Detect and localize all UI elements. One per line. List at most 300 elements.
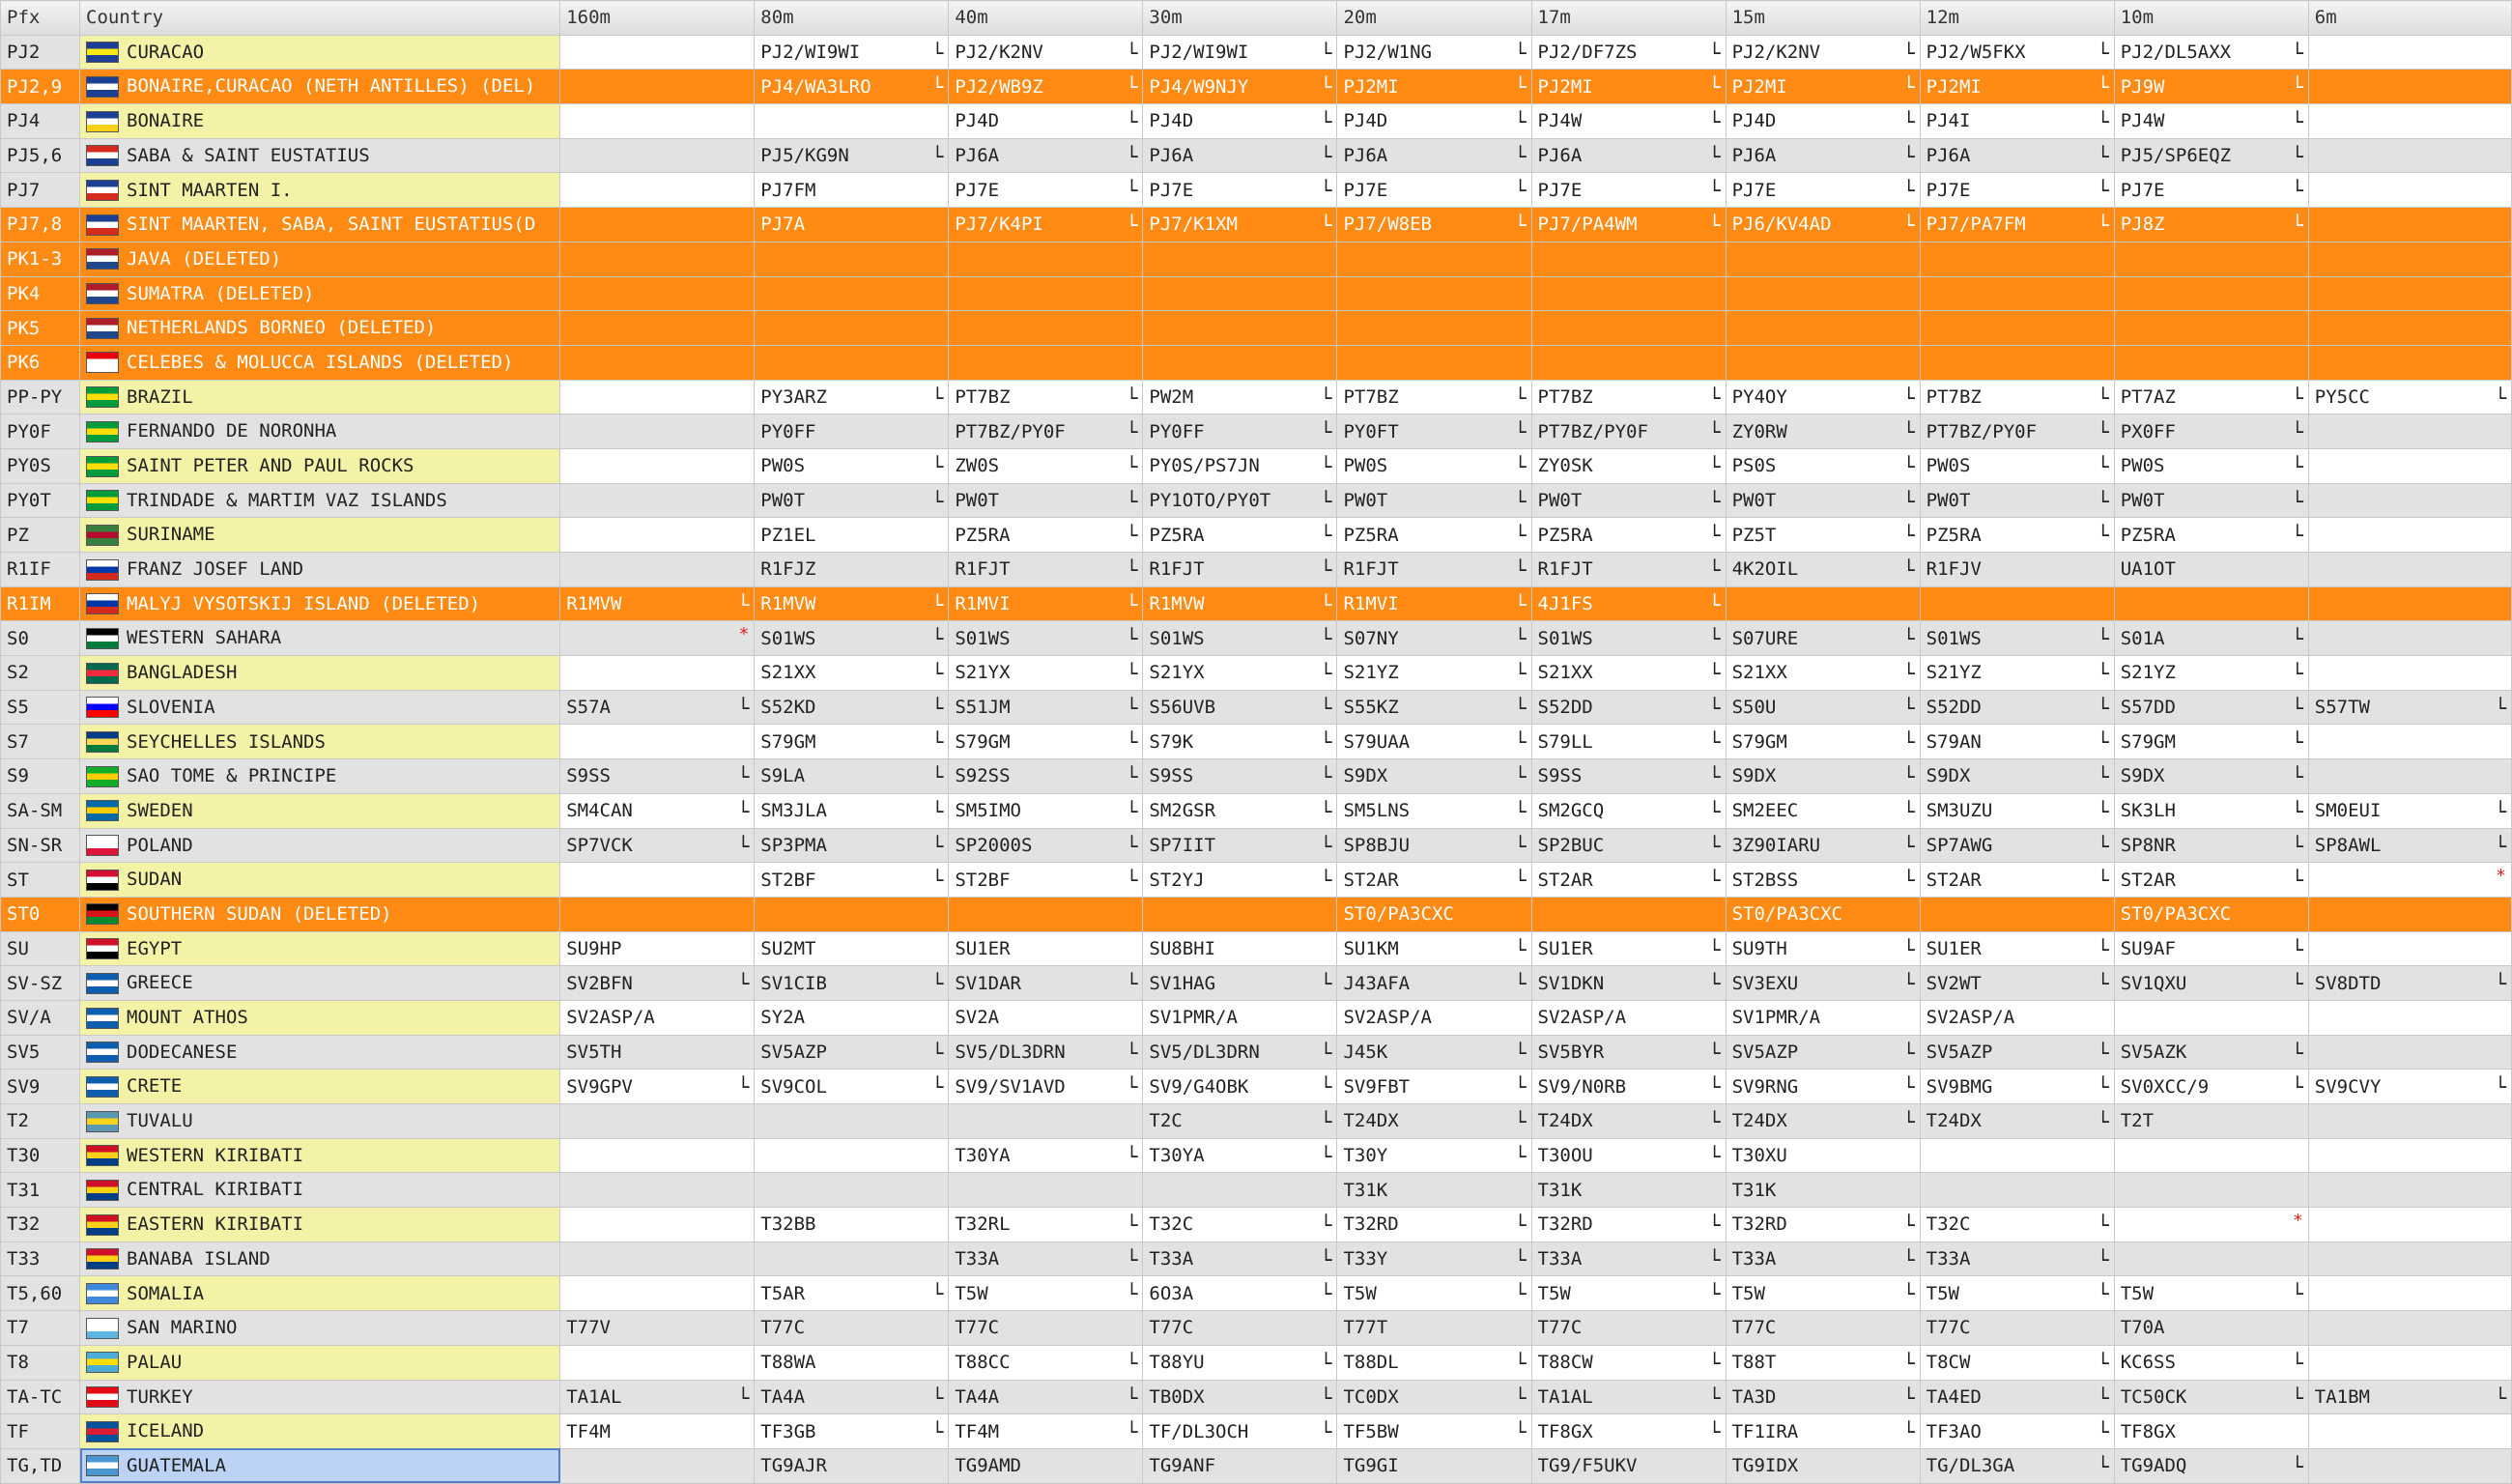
- country-cell[interactable]: [80, 1173, 560, 1208]
- band-cell-30m[interactable]: [1143, 586, 1337, 621]
- band-cell-160m[interactable]: [560, 690, 755, 725]
- band-cell-15m[interactable]: [1726, 518, 1920, 553]
- band-cell-160m[interactable]: [560, 966, 755, 1001]
- table-row[interactable]: [1, 1104, 2512, 1139]
- band-cell-12m[interactable]: [1920, 1208, 2114, 1242]
- band-cell-10m[interactable]: [2114, 448, 2308, 483]
- band-cell-17m[interactable]: [1531, 1276, 1726, 1311]
- table-row[interactable]: [1, 1000, 2512, 1035]
- band-cell-20m[interactable]: [1337, 586, 1531, 621]
- band-cell-15m[interactable]: [1726, 345, 1920, 380]
- band-cell-12m[interactable]: [1920, 1173, 2114, 1208]
- table-row[interactable]: [1, 586, 2512, 621]
- band-cell-160m[interactable]: [560, 931, 755, 966]
- prefix-cell[interactable]: T7: [1, 1311, 80, 1346]
- band-cell-6m[interactable]: [2308, 690, 2511, 725]
- prefix-cell[interactable]: PK1-3: [1, 242, 80, 276]
- prefix-cell[interactable]: TG,TD: [1, 1448, 80, 1483]
- band-cell-6m[interactable]: [2308, 793, 2511, 828]
- band-cell-80m[interactable]: [755, 104, 949, 139]
- band-cell-17m[interactable]: [1531, 1414, 1726, 1449]
- prefix-cell[interactable]: SN-SR: [1, 828, 80, 863]
- country-cell[interactable]: [80, 553, 560, 587]
- band-cell-30m[interactable]: [1143, 1035, 1337, 1070]
- band-cell-15m[interactable]: [1726, 1448, 1920, 1483]
- prefix-cell[interactable]: S5: [1, 690, 80, 725]
- country-cell[interactable]: [80, 1000, 560, 1035]
- prefix-cell[interactable]: PK5: [1, 311, 80, 346]
- column-header-pfx[interactable]: Pfx: [1, 1, 80, 36]
- band-cell-6m[interactable]: [2308, 70, 2511, 104]
- band-cell-30m[interactable]: [1143, 931, 1337, 966]
- band-cell-80m[interactable]: [755, 1035, 949, 1070]
- band-cell-12m[interactable]: [1920, 1138, 2114, 1173]
- table-row[interactable]: [1, 483, 2512, 518]
- table-row[interactable]: [1, 1138, 2512, 1173]
- country-cell[interactable]: [80, 966, 560, 1001]
- band-cell-20m[interactable]: [1337, 1035, 1531, 1070]
- table-row[interactable]: [1, 242, 2512, 276]
- prefix-cell[interactable]: PJ5,6: [1, 138, 80, 173]
- band-cell-15m[interactable]: [1726, 1035, 1920, 1070]
- band-cell-6m[interactable]: [2308, 242, 2511, 276]
- band-cell-30m[interactable]: [1143, 138, 1337, 173]
- band-cell-15m[interactable]: [1726, 1070, 1920, 1104]
- band-cell-160m[interactable]: [560, 311, 755, 346]
- table-row[interactable]: [1, 793, 2512, 828]
- table-row[interactable]: [1, 70, 2512, 104]
- band-cell-6m[interactable]: [2308, 621, 2511, 656]
- band-cell-6m[interactable]: [2308, 448, 2511, 483]
- band-cell-10m[interactable]: [2114, 1070, 2308, 1104]
- band-cell-30m[interactable]: [1143, 1380, 1337, 1414]
- band-cell-17m[interactable]: [1531, 70, 1726, 104]
- band-cell-80m[interactable]: [755, 656, 949, 691]
- band-cell-6m[interactable]: [2308, 345, 2511, 380]
- country-cell[interactable]: [80, 931, 560, 966]
- band-cell-6m[interactable]: [2308, 276, 2511, 311]
- band-cell-30m[interactable]: [1143, 276, 1337, 311]
- table-row[interactable]: [1, 276, 2512, 311]
- band-cell-12m[interactable]: [1920, 725, 2114, 759]
- column-header-10m[interactable]: 10m: [2114, 1, 2308, 36]
- band-cell-20m[interactable]: [1337, 793, 1531, 828]
- band-cell-15m[interactable]: [1726, 1104, 1920, 1139]
- band-cell-30m[interactable]: [1143, 1070, 1337, 1104]
- band-cell-160m[interactable]: [560, 621, 755, 656]
- band-cell-160m[interactable]: [560, 448, 755, 483]
- band-cell-40m[interactable]: [949, 173, 1143, 208]
- band-cell-80m[interactable]: [755, 966, 949, 1001]
- band-cell-40m[interactable]: [949, 1414, 1143, 1449]
- band-cell-17m[interactable]: [1531, 725, 1726, 759]
- band-cell-17m[interactable]: [1531, 553, 1726, 587]
- band-cell-6m[interactable]: [2308, 1380, 2511, 1414]
- band-cell-12m[interactable]: [1920, 1000, 2114, 1035]
- band-cell-30m[interactable]: [1143, 242, 1337, 276]
- band-cell-160m[interactable]: [560, 173, 755, 208]
- band-cell-30m[interactable]: [1143, 1414, 1337, 1449]
- band-cell-20m[interactable]: [1337, 1380, 1531, 1414]
- band-cell-30m[interactable]: [1143, 1448, 1337, 1483]
- prefix-cell[interactable]: S2: [1, 656, 80, 691]
- band-cell-40m[interactable]: [949, 1380, 1143, 1414]
- band-cell-160m[interactable]: [560, 483, 755, 518]
- band-cell-80m[interactable]: [755, 897, 949, 931]
- column-header-12m[interactable]: 12m: [1920, 1, 2114, 36]
- prefix-cell[interactable]: S0: [1, 621, 80, 656]
- band-cell-10m[interactable]: [2114, 104, 2308, 139]
- country-cell[interactable]: [80, 690, 560, 725]
- band-cell-10m[interactable]: [2114, 863, 2308, 898]
- band-cell-6m[interactable]: [2308, 931, 2511, 966]
- band-cell-40m[interactable]: [949, 414, 1143, 449]
- band-cell-6m[interactable]: [2308, 1241, 2511, 1276]
- band-cell-160m[interactable]: [560, 1414, 755, 1449]
- band-cell-10m[interactable]: [2114, 828, 2308, 863]
- table-row[interactable]: [1, 553, 2512, 587]
- band-cell-17m[interactable]: [1531, 690, 1726, 725]
- band-cell-15m[interactable]: [1726, 553, 1920, 587]
- band-cell-80m[interactable]: [755, 931, 949, 966]
- band-cell-80m[interactable]: [755, 483, 949, 518]
- band-cell-12m[interactable]: [1920, 586, 2114, 621]
- table-row[interactable]: [1, 1380, 2512, 1414]
- band-cell-80m[interactable]: [755, 380, 949, 414]
- band-cell-12m[interactable]: [1920, 483, 2114, 518]
- prefix-cell[interactable]: TF: [1, 1414, 80, 1449]
- country-cell[interactable]: [80, 414, 560, 449]
- country-cell[interactable]: [80, 70, 560, 104]
- table-row[interactable]: [1, 931, 2512, 966]
- band-cell-15m[interactable]: [1726, 966, 1920, 1001]
- band-cell-160m[interactable]: [560, 345, 755, 380]
- band-cell-80m[interactable]: [755, 725, 949, 759]
- country-cell[interactable]: [80, 759, 560, 794]
- band-cell-30m[interactable]: [1143, 1241, 1337, 1276]
- band-cell-20m[interactable]: [1337, 1173, 1531, 1208]
- table-row[interactable]: [1, 690, 2512, 725]
- band-cell-10m[interactable]: [2114, 725, 2308, 759]
- band-cell-15m[interactable]: [1726, 863, 1920, 898]
- band-cell-160m[interactable]: [560, 1345, 755, 1380]
- prefix-cell[interactable]: PJ7: [1, 173, 80, 208]
- country-cell[interactable]: [80, 242, 560, 276]
- band-cell-40m[interactable]: [949, 345, 1143, 380]
- band-cell-17m[interactable]: [1531, 414, 1726, 449]
- band-cell-80m[interactable]: [755, 1208, 949, 1242]
- country-cell[interactable]: [80, 1380, 560, 1414]
- band-cell-20m[interactable]: [1337, 1448, 1531, 1483]
- band-cell-40m[interactable]: [949, 793, 1143, 828]
- band-cell-12m[interactable]: [1920, 242, 2114, 276]
- band-cell-160m[interactable]: [560, 897, 755, 931]
- band-cell-40m[interactable]: [949, 70, 1143, 104]
- band-cell-15m[interactable]: [1726, 759, 1920, 794]
- country-cell[interactable]: [80, 35, 560, 70]
- table-row[interactable]: [1, 1414, 2512, 1449]
- band-cell-160m[interactable]: [560, 793, 755, 828]
- band-cell-12m[interactable]: [1920, 104, 2114, 139]
- country-cell[interactable]: [80, 1070, 560, 1104]
- band-cell-20m[interactable]: [1337, 242, 1531, 276]
- column-header-40m[interactable]: 40m: [949, 1, 1143, 36]
- band-cell-20m[interactable]: [1337, 553, 1531, 587]
- band-cell-40m[interactable]: [949, 759, 1143, 794]
- band-cell-10m[interactable]: [2114, 380, 2308, 414]
- band-cell-30m[interactable]: [1143, 725, 1337, 759]
- band-cell-40m[interactable]: [949, 1104, 1143, 1139]
- band-cell-80m[interactable]: [755, 138, 949, 173]
- band-cell-15m[interactable]: [1726, 621, 1920, 656]
- band-cell-6m[interactable]: [2308, 1035, 2511, 1070]
- prefix-cell[interactable]: SV/A: [1, 1000, 80, 1035]
- prefix-cell[interactable]: PK6: [1, 345, 80, 380]
- band-cell-10m[interactable]: [2114, 138, 2308, 173]
- band-cell-40m[interactable]: [949, 208, 1143, 243]
- country-cell[interactable]: [80, 828, 560, 863]
- band-cell-80m[interactable]: [755, 1000, 949, 1035]
- band-cell-6m[interactable]: [2308, 759, 2511, 794]
- band-cell-20m[interactable]: [1337, 208, 1531, 243]
- band-cell-6m[interactable]: [2308, 828, 2511, 863]
- band-cell-6m[interactable]: [2308, 1000, 2511, 1035]
- band-cell-40m[interactable]: [949, 1138, 1143, 1173]
- prefix-cell[interactable]: R1IM: [1, 586, 80, 621]
- band-cell-40m[interactable]: [949, 1173, 1143, 1208]
- band-cell-80m[interactable]: [755, 553, 949, 587]
- band-cell-12m[interactable]: [1920, 276, 2114, 311]
- band-cell-17m[interactable]: [1531, 380, 1726, 414]
- prefix-cell[interactable]: PZ: [1, 518, 80, 553]
- table-row[interactable]: [1, 1276, 2512, 1311]
- country-cell[interactable]: [80, 345, 560, 380]
- band-cell-15m[interactable]: [1726, 35, 1920, 70]
- band-cell-40m[interactable]: [949, 621, 1143, 656]
- band-cell-10m[interactable]: [2114, 966, 2308, 1001]
- band-cell-17m[interactable]: [1531, 793, 1726, 828]
- band-cell-17m[interactable]: [1531, 518, 1726, 553]
- band-cell-10m[interactable]: [2114, 1380, 2308, 1414]
- band-cell-10m[interactable]: [2114, 518, 2308, 553]
- band-cell-17m[interactable]: [1531, 208, 1726, 243]
- band-cell-40m[interactable]: [949, 1345, 1143, 1380]
- band-cell-10m[interactable]: [2114, 1276, 2308, 1311]
- band-cell-30m[interactable]: [1143, 1173, 1337, 1208]
- column-header-20m[interactable]: 20m: [1337, 1, 1531, 36]
- band-cell-160m[interactable]: [560, 656, 755, 691]
- band-cell-15m[interactable]: [1726, 483, 1920, 518]
- band-cell-30m[interactable]: [1143, 380, 1337, 414]
- band-cell-160m[interactable]: [560, 863, 755, 898]
- band-cell-20m[interactable]: [1337, 1276, 1531, 1311]
- band-cell-17m[interactable]: [1531, 345, 1726, 380]
- table-row[interactable]: [1, 518, 2512, 553]
- band-cell-80m[interactable]: [755, 345, 949, 380]
- prefix-cell[interactable]: PJ4: [1, 104, 80, 139]
- country-cell[interactable]: [80, 1276, 560, 1311]
- band-cell-40m[interactable]: [949, 690, 1143, 725]
- column-header-country[interactable]: Country: [80, 1, 560, 36]
- band-cell-40m[interactable]: [949, 380, 1143, 414]
- band-cell-10m[interactable]: [2114, 897, 2308, 931]
- band-cell-160m[interactable]: [560, 1276, 755, 1311]
- prefix-cell[interactable]: T5,60: [1, 1276, 80, 1311]
- band-cell-20m[interactable]: [1337, 1138, 1531, 1173]
- band-cell-15m[interactable]: [1726, 448, 1920, 483]
- band-cell-17m[interactable]: [1531, 828, 1726, 863]
- column-header-80m[interactable]: 80m: [755, 1, 949, 36]
- band-cell-6m[interactable]: [2308, 138, 2511, 173]
- band-cell-12m[interactable]: [1920, 793, 2114, 828]
- table-row[interactable]: [1, 863, 2512, 898]
- band-cell-6m[interactable]: [2308, 173, 2511, 208]
- band-cell-6m[interactable]: [2308, 380, 2511, 414]
- table-row[interactable]: [1, 759, 2512, 794]
- band-cell-6m[interactable]: [2308, 1070, 2511, 1104]
- band-cell-30m[interactable]: [1143, 966, 1337, 1001]
- band-cell-20m[interactable]: [1337, 828, 1531, 863]
- band-cell-12m[interactable]: [1920, 1448, 2114, 1483]
- band-cell-6m[interactable]: [2308, 966, 2511, 1001]
- band-cell-17m[interactable]: [1531, 1035, 1726, 1070]
- band-cell-40m[interactable]: [949, 1241, 1143, 1276]
- band-cell-30m[interactable]: [1143, 690, 1337, 725]
- band-cell-12m[interactable]: [1920, 173, 2114, 208]
- band-cell-160m[interactable]: [560, 1035, 755, 1070]
- band-cell-12m[interactable]: [1920, 1070, 2114, 1104]
- band-cell-12m[interactable]: [1920, 656, 2114, 691]
- band-cell-12m[interactable]: [1920, 863, 2114, 898]
- band-cell-17m[interactable]: [1531, 621, 1726, 656]
- band-cell-20m[interactable]: [1337, 414, 1531, 449]
- band-cell-20m[interactable]: [1337, 863, 1531, 898]
- band-cell-12m[interactable]: [1920, 1380, 2114, 1414]
- band-cell-80m[interactable]: [755, 35, 949, 70]
- country-cell[interactable]: [80, 1448, 560, 1483]
- band-cell-160m[interactable]: [560, 1311, 755, 1346]
- band-cell-80m[interactable]: [755, 311, 949, 346]
- band-cell-17m[interactable]: [1531, 1448, 1726, 1483]
- band-cell-15m[interactable]: [1726, 414, 1920, 449]
- band-cell-10m[interactable]: [2114, 1104, 2308, 1139]
- band-cell-15m[interactable]: [1726, 793, 1920, 828]
- band-cell-40m[interactable]: [949, 1208, 1143, 1242]
- band-cell-12m[interactable]: [1920, 828, 2114, 863]
- band-cell-30m[interactable]: [1143, 621, 1337, 656]
- band-cell-20m[interactable]: [1337, 380, 1531, 414]
- band-cell-40m[interactable]: [949, 1000, 1143, 1035]
- band-cell-10m[interactable]: [2114, 1138, 2308, 1173]
- band-cell-80m[interactable]: [755, 586, 949, 621]
- band-cell-30m[interactable]: [1143, 345, 1337, 380]
- band-cell-40m[interactable]: [949, 656, 1143, 691]
- band-cell-40m[interactable]: [949, 483, 1143, 518]
- band-cell-30m[interactable]: [1143, 793, 1337, 828]
- band-cell-30m[interactable]: [1143, 759, 1337, 794]
- band-cell-17m[interactable]: [1531, 1311, 1726, 1346]
- country-cell[interactable]: [80, 1035, 560, 1070]
- band-cell-80m[interactable]: [755, 1448, 949, 1483]
- band-cell-17m[interactable]: [1531, 448, 1726, 483]
- band-cell-20m[interactable]: [1337, 1311, 1531, 1346]
- prefix-cell[interactable]: ST: [1, 863, 80, 898]
- band-cell-17m[interactable]: [1531, 966, 1726, 1001]
- band-cell-10m[interactable]: [2114, 1345, 2308, 1380]
- band-cell-40m[interactable]: [949, 725, 1143, 759]
- band-cell-20m[interactable]: [1337, 966, 1531, 1001]
- table-row[interactable]: [1, 1070, 2512, 1104]
- table-row[interactable]: [1, 104, 2512, 139]
- band-cell-6m[interactable]: [2308, 656, 2511, 691]
- band-cell-12m[interactable]: [1920, 208, 2114, 243]
- band-cell-40m[interactable]: [949, 104, 1143, 139]
- band-cell-10m[interactable]: [2114, 1035, 2308, 1070]
- band-cell-10m[interactable]: [2114, 759, 2308, 794]
- band-cell-20m[interactable]: [1337, 518, 1531, 553]
- country-cell[interactable]: [80, 173, 560, 208]
- band-cell-15m[interactable]: [1726, 1380, 1920, 1414]
- band-cell-6m[interactable]: [2308, 1104, 2511, 1139]
- table-row[interactable]: [1, 173, 2512, 208]
- band-cell-30m[interactable]: [1143, 35, 1337, 70]
- band-cell-6m[interactable]: [2308, 1173, 2511, 1208]
- band-cell-30m[interactable]: [1143, 483, 1337, 518]
- band-cell-6m[interactable]: [2308, 1414, 2511, 1449]
- band-cell-12m[interactable]: [1920, 897, 2114, 931]
- band-cell-20m[interactable]: [1337, 656, 1531, 691]
- country-cell[interactable]: [80, 725, 560, 759]
- band-cell-12m[interactable]: [1920, 621, 2114, 656]
- country-cell[interactable]: [80, 1208, 560, 1242]
- band-cell-6m[interactable]: [2308, 518, 2511, 553]
- band-cell-20m[interactable]: [1337, 1000, 1531, 1035]
- band-cell-10m[interactable]: [2114, 208, 2308, 243]
- band-cell-10m[interactable]: [2114, 656, 2308, 691]
- band-cell-160m[interactable]: [560, 208, 755, 243]
- band-cell-17m[interactable]: [1531, 104, 1726, 139]
- band-cell-10m[interactable]: [2114, 621, 2308, 656]
- prefix-cell[interactable]: TA-TC: [1, 1380, 80, 1414]
- band-cell-10m[interactable]: [2114, 311, 2308, 346]
- table-row[interactable]: [1, 311, 2512, 346]
- country-cell[interactable]: [80, 276, 560, 311]
- band-cell-160m[interactable]: [560, 828, 755, 863]
- band-cell-20m[interactable]: [1337, 70, 1531, 104]
- band-cell-17m[interactable]: [1531, 1380, 1726, 1414]
- band-cell-10m[interactable]: [2114, 242, 2308, 276]
- band-cell-30m[interactable]: [1143, 1000, 1337, 1035]
- band-cell-80m[interactable]: [755, 1070, 949, 1104]
- band-cell-15m[interactable]: [1726, 1208, 1920, 1242]
- prefix-cell[interactable]: SV9: [1, 1070, 80, 1104]
- band-cell-30m[interactable]: [1143, 448, 1337, 483]
- band-cell-20m[interactable]: [1337, 448, 1531, 483]
- band-cell-30m[interactable]: [1143, 656, 1337, 691]
- band-cell-15m[interactable]: [1726, 586, 1920, 621]
- band-cell-12m[interactable]: [1920, 311, 2114, 346]
- band-cell-30m[interactable]: [1143, 518, 1337, 553]
- table-row[interactable]: [1, 1035, 2512, 1070]
- table-row[interactable]: [1, 35, 2512, 70]
- band-cell-15m[interactable]: [1726, 311, 1920, 346]
- table-row[interactable]: [1, 966, 2512, 1001]
- band-cell-10m[interactable]: [2114, 931, 2308, 966]
- band-cell-80m[interactable]: [755, 690, 949, 725]
- band-cell-17m[interactable]: [1531, 897, 1726, 931]
- band-cell-17m[interactable]: [1531, 35, 1726, 70]
- band-cell-80m[interactable]: [755, 70, 949, 104]
